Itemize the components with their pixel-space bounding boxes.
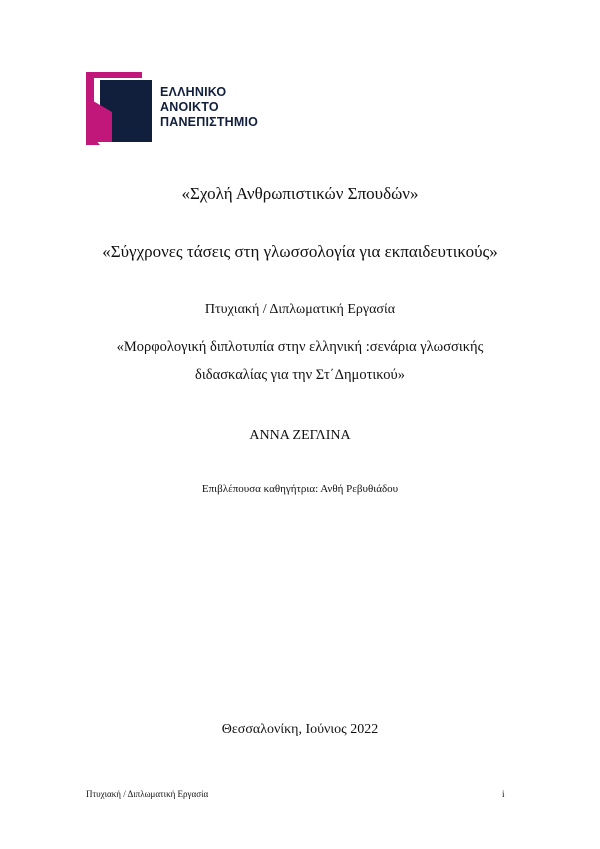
page-number: i — [502, 789, 505, 799]
logo-wordmark — [160, 85, 258, 130]
university-logo — [86, 70, 286, 150]
logo-line-1: ΕΛΛΗΝΙΚΟ — [160, 85, 227, 99]
logo-emblem-icon — [86, 70, 156, 145]
logo-line-2: ΑΝΟΙΚΤΟ — [160, 100, 219, 114]
place-and-date: Θεσσαλονίκη, Ιούνιος 2022 — [221, 722, 379, 737]
logo-line-3: ΠΑΝΕΠΙΣΤΗΜΙΟ — [160, 115, 259, 129]
footer-label: Πτυχιακή / Διπλωματική Εργασία — [86, 789, 209, 799]
supervisor-line: Επιβλέπουσα καθηγήτρια: Ανθή Ρεβυθιάδου — [201, 483, 399, 495]
author-name: ΑΝΝΑ ΖΕΓΛΙΝΑ — [249, 428, 351, 443]
thesis-title-line-2: διδασκαλίας για την Στ΄Δημοτικού» — [195, 367, 405, 383]
thesis-type: Πτυχιακή / Διπλωματική Εργασία — [204, 302, 396, 317]
program-name: «Σύγχρονες τάσεις στη γλωσσολογία για εκπαιδευτικούς» — [102, 242, 498, 261]
school-name: «Σχολή Ανθρωπιστικών Σπουδών» — [181, 184, 419, 203]
thesis-title-line-1: «Μορφολογική διπλοτυπία στην ελληνική :σενάρια γλωσσικής — [116, 339, 484, 355]
